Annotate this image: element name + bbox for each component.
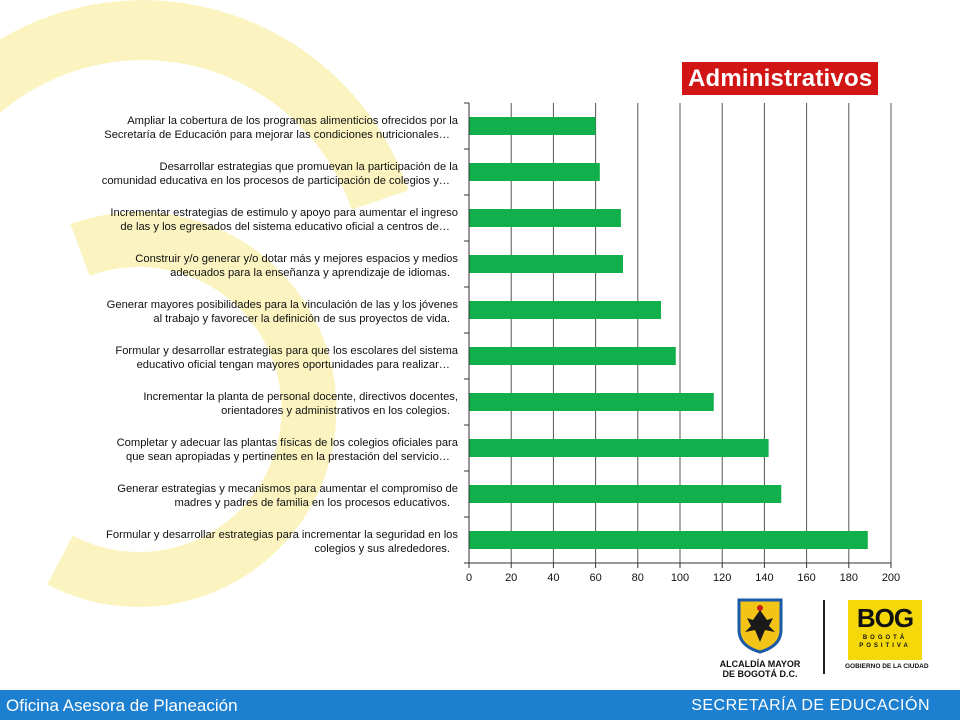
category-label-line: que sean apropiadas y pertinentes en la prestación del servicio…	[125, 451, 450, 463]
alcaldia-label-line2: DE BOGOTÁ D.C.	[722, 669, 798, 679]
category-label	[104, 115, 459, 141]
category-label-line: adecuados para la enseñanza y aprendizaje de idiomas.	[170, 267, 450, 279]
category-label-line: comunidad educativa en los procesos de participación de colegios y…	[101, 175, 450, 187]
alcaldia-label-line1: ALCALDÍA MAYOR	[719, 659, 801, 669]
category-label	[135, 253, 458, 279]
category-label-line: Desarrollar estrategias que promuevan la participación de la	[159, 161, 458, 173]
category-label-line: madres y padres de familia en los procesos educativos.	[174, 497, 450, 509]
category-label	[106, 529, 458, 555]
x-tick-label: 0	[465, 572, 473, 584]
bar-1	[469, 117, 596, 135]
category-label-line: Formular y desarrollar estrategias para que los escolares del sistema	[115, 345, 458, 357]
category-label-line: Incrementar la planta de personal docente, directivos docentes,	[143, 391, 458, 403]
x-tick-label: 80	[631, 572, 644, 584]
footer-secretaria-label: SECRETARÍA DE EDUCACIÓN	[691, 697, 930, 714]
category-label	[115, 345, 458, 371]
x-tick-label: 100	[670, 572, 690, 584]
category-label-line: Ampliar la cobertura de los programas alimenticios ofrecidos por la	[127, 115, 458, 127]
logo-divider	[823, 600, 825, 674]
category-label-line: Incrementar estrategias de estimulo y apoyo para aumentar el ingreso	[110, 207, 458, 219]
alcaldia-logo	[712, 596, 808, 678]
bog-subtitle: BOGOTÁ POSITIVA	[859, 635, 911, 649]
category-label-line: Generar mayores posibilidades para la vinculación de las y los jóvenes	[106, 299, 458, 311]
bog-wordmark: BOG	[856, 603, 914, 633]
category-label-line: Formular y desarrollar estrategias para incrementar la seguridad en los	[106, 529, 458, 541]
x-tick-label: 140	[755, 572, 774, 584]
category-label-line: educativo oficial tengan mayores oportunidades para realizar…	[136, 359, 450, 371]
bar-7	[469, 393, 714, 411]
category-label-line: Generar estrategias y mecanismos para aumentar el compromiso de	[117, 483, 458, 495]
bogota-positiva-logo	[845, 600, 929, 678]
footer-bar	[0, 690, 960, 720]
bar-8	[469, 439, 769, 457]
gobierno-label: GOBIERNO DE LA CIUDAD	[845, 663, 929, 670]
slide-title: Administrativos	[682, 62, 878, 95]
bar-9	[469, 485, 781, 503]
x-tick-label: 200	[881, 572, 901, 584]
x-tick-label: 160	[797, 572, 816, 584]
bar-2	[469, 163, 600, 181]
bar-4	[469, 255, 623, 273]
bar-5	[469, 301, 661, 319]
category-label	[143, 391, 458, 417]
x-tick-label: 20	[505, 572, 518, 584]
category-label	[102, 161, 459, 187]
category-label	[107, 299, 459, 325]
category-label	[117, 483, 458, 509]
category-label-line: Construir y/o generar y/o dotar más y mejores espacios y medios	[135, 253, 458, 265]
bar-3	[469, 209, 621, 227]
x-tick-label: 60	[589, 572, 602, 584]
coat-of-arms-icon	[733, 596, 787, 654]
category-label-line: orientadores y administrativos en los colegios.	[221, 405, 450, 417]
category-label-line: al trabajo y favorecer la definición de sus proyectos de vida.	[153, 313, 450, 325]
footer-office-label: Oficina Asesora de Planeación	[6, 696, 238, 715]
x-tick-label: 180	[839, 572, 858, 584]
category-label-line: Secretaría de Educación para mejorar las condiciones nutricionales…	[104, 129, 450, 141]
category-label	[117, 437, 459, 463]
category-label	[110, 207, 458, 233]
category-label-line: de las y los egresados del sistema educativo oficial a centros de…	[120, 221, 450, 233]
bar-10	[469, 531, 868, 549]
x-tick-label: 120	[713, 572, 732, 584]
bar-6	[469, 347, 676, 365]
category-label-line: Completar y adecuar las plantas físicas de los colegios oficiales para	[116, 437, 458, 449]
x-tick-label: 40	[547, 572, 560, 584]
category-label-line: colegios y sus alrededores.	[314, 543, 450, 555]
